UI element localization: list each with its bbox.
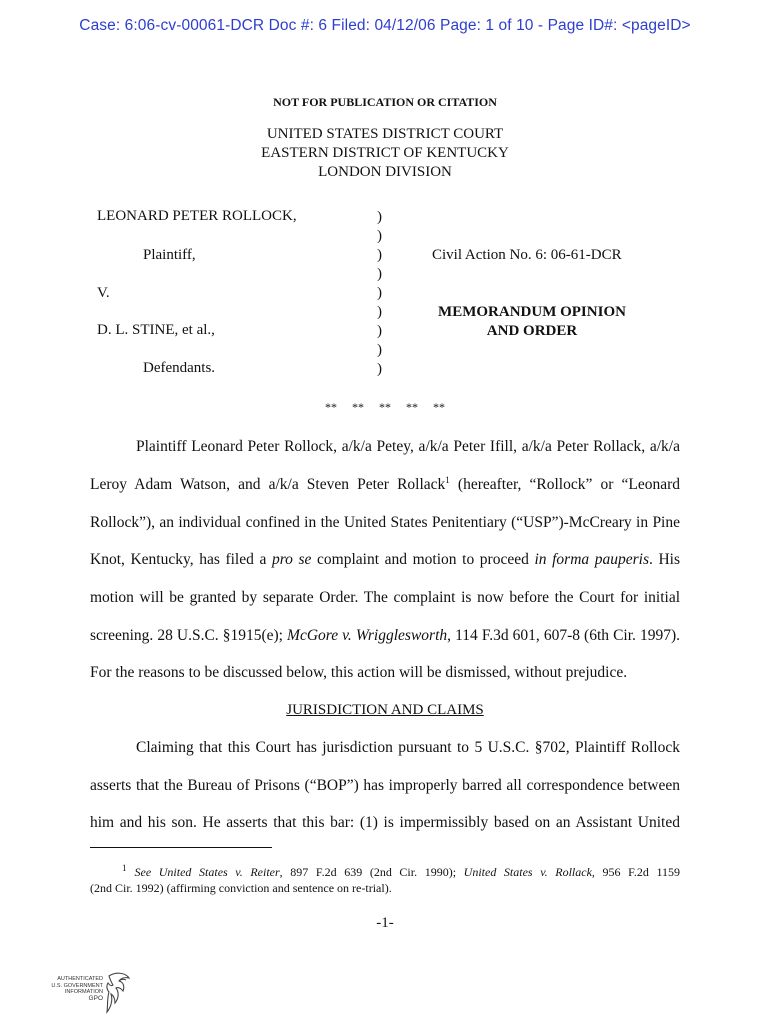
- paragraph-text: . His: [649, 551, 681, 568]
- paragraph-line: [90, 551, 680, 569]
- case-citation: United States v. Rollack: [463, 865, 592, 879]
- caption-paren: ): [377, 266, 382, 282]
- case-citation: See United States v. Reiter: [134, 865, 280, 879]
- section-heading: [0, 702, 770, 719]
- defendant-name: D. L. STINE, et al.,: [97, 322, 215, 338]
- caption-paren: ): [377, 304, 382, 320]
- seal-text: INFORMATION: [64, 989, 103, 995]
- court-district: EASTERN DISTRICT OF KENTUCKY: [261, 145, 509, 161]
- footnote-text: , 897 F.2d 639 (2nd Cir. 1990);: [279, 865, 464, 879]
- eagle-icon: [105, 970, 133, 1016]
- court-division: LONDON DIVISION: [318, 164, 452, 180]
- caption-paren: ): [377, 361, 382, 377]
- footnote-line: (2nd Cir. 1992) (affirming conviction and sentence on re-trial).: [90, 881, 392, 895]
- case-number: Civil Action No. 6: 06-61-DCR: [432, 247, 622, 263]
- plaintiff-name: LEONARD PETER ROLLOCK,: [97, 208, 297, 224]
- footnote-marker: 1: [445, 474, 450, 485]
- paragraph-line: For the reasons to be discussed below, this action will be dismissed, without prejudice.: [90, 664, 628, 681]
- seal-text: U.S. GOVERNMENT: [51, 982, 103, 989]
- publication-notice: NOT FOR PUBLICATION OR CITATION: [273, 95, 497, 109]
- paragraph-line: Claiming that this Court has jurisdiction pursuant to 5 U.S.C. §702, Plaintiff Rollock: [136, 739, 680, 756]
- case-header: Case: 6:06-cv-00061-DCR Doc #: 6 Filed: 04/12/06 Page: 1 of 10 - Page ID#: <pageID>: [79, 17, 691, 34]
- gpo-authentication-seal: [25, 970, 135, 1018]
- paragraph-line: [90, 627, 680, 645]
- paragraph-text: Leroy Adam Watson, and a/k/a Steven Peter Rollack: [90, 476, 446, 493]
- caption-parentheses: [377, 208, 382, 379]
- caption-paren: ): [377, 285, 382, 301]
- court-name: UNITED STATES DISTRICT COURT: [266, 126, 504, 142]
- footnote-number: 1: [122, 863, 127, 873]
- paragraph-line: Rollock”), an individual confined in the United States Penitentiary (“USP”)-McCreary in Pine: [90, 514, 680, 531]
- paragraph-line: him and his son. He asserts that this bar: (1) is impermissibly based on an Assistant United: [90, 814, 680, 831]
- caption-paren: ): [377, 228, 382, 244]
- italic-term: pro se: [271, 551, 312, 568]
- paragraph-text: complaint and motion to proceed: [311, 551, 535, 568]
- seal-text: GPO: [88, 994, 103, 1002]
- footnote-line: [122, 865, 680, 880]
- document-title-line2: AND ORDER: [486, 323, 578, 339]
- paragraph-text: Knot, Kentucky, has filed a: [90, 551, 272, 568]
- versus: V.: [97, 285, 110, 301]
- caption-paren: ): [377, 209, 382, 225]
- paragraph-line: motion will be granted by separate Order. The complaint is now before the Court for initial: [90, 589, 680, 606]
- paragraph-line: asserts that the Bureau of Prisons (“BOP”) has improperly barred all correspondence between: [90, 777, 680, 794]
- defendant-role: Defendants.: [143, 360, 216, 376]
- caption-paren: ): [377, 342, 382, 358]
- italic-term: in forma pauperis: [534, 551, 649, 568]
- paragraph-text: screening. 28 U.S.C. §1915(e);: [90, 627, 288, 644]
- seal-text: AUTHENTICATED: [57, 976, 103, 982]
- caption-paren: ): [377, 247, 382, 263]
- section-heading-text: JURISDICTION AND CLAIMS: [286, 702, 484, 718]
- footnote-text: , 956 F.2d 1159: [591, 865, 680, 879]
- paragraph-text: , 114 F.3d 601, 607-8 (6th Cir. 1997).: [447, 627, 680, 644]
- section-separator: ** ** ** ** **: [325, 400, 445, 414]
- page-number: -1-: [376, 915, 394, 931]
- paragraph-text: (hereafter, “Rollock” or “Leonard: [449, 476, 681, 493]
- paragraph-line: Plaintiff Leonard Peter Rollock, a/k/a Petey, a/k/a Peter Ifill, a/k/a Peter Rollack, a/k/a: [136, 438, 680, 455]
- case-citation: McGore v. Wrigglesworth: [287, 627, 448, 644]
- caption-paren: ): [377, 323, 382, 339]
- plaintiff-role: Plaintiff,: [143, 247, 196, 263]
- paragraph-line: [90, 476, 680, 494]
- footnote-rule: [90, 847, 272, 848]
- document-title-line1: MEMORANDUM OPINION: [438, 304, 626, 320]
